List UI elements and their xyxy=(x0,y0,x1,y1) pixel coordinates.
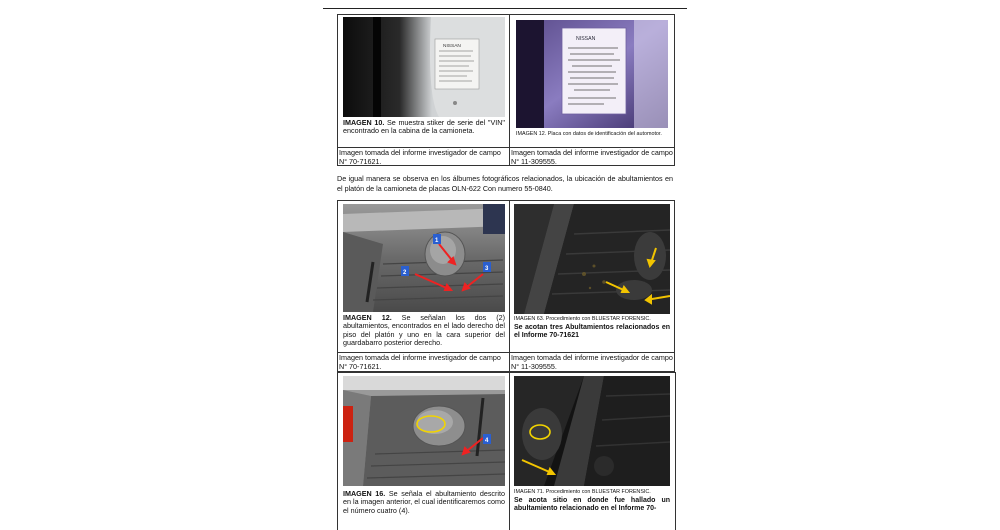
caption-text: Se muestra stiker de serie del "VIN" encontrado en la cabina de la camioneta. xyxy=(343,118,505,136)
caption-bold-text: Se acotan tres Abultamientos relacionados en el Informe 70-71621 xyxy=(514,323,670,339)
row3-right-border xyxy=(675,372,676,530)
caption-imagen-71 xyxy=(514,489,670,513)
photo-bluestar-63 xyxy=(514,204,670,314)
marker-3-label: 3 xyxy=(485,266,489,272)
photo-vin-sticker xyxy=(343,17,505,117)
source-row1-left: Imagen tomada del informe investigador de campo N° 70-71621. xyxy=(337,147,509,166)
photo-bluestar-71 xyxy=(514,376,670,486)
caption-text: IMAGEN 63. Procedimiento con BLUESTAR FORENSIC. xyxy=(514,316,651,322)
body-paragraph: De igual manera se observa en los álbumes fotográficos relacionados, la ubicación de abultamientos en el platón de la camioneta de placas OLN-622 Con numero 55-0840. xyxy=(337,174,673,193)
photo-id-plate xyxy=(516,20,668,128)
marker-1-label: 1 xyxy=(435,238,439,244)
caption-imagen-12 xyxy=(343,314,505,348)
caption-label: IMAGEN 10. xyxy=(343,118,385,127)
caption-label: IMAGEN 16. xyxy=(343,489,386,498)
marker-4-label: 4 xyxy=(485,438,489,444)
row3-left-border xyxy=(337,372,338,530)
row1-divider xyxy=(509,14,510,166)
source-row1-right: Imagen tomada del informe investigador de campo N° 11-309555. xyxy=(509,147,675,166)
photo-truck-bed-bulge xyxy=(343,376,505,486)
caption-text: Se señalan los dos (2) abultamientos, encontrados en el lado derecho del piso del platón y uno en la cara superior del guardabarro posterior derecho. xyxy=(343,313,505,348)
caption-imagen-16 xyxy=(343,490,505,515)
row3-top-border xyxy=(337,372,675,373)
sticker-brand-left: NISSAN xyxy=(443,44,461,49)
source-row2-right: Imagen tomada del informe investigador de campo N° 11-309555. xyxy=(509,352,675,372)
caption-imagen-12-plate: IMAGEN 12. Placa con datos de identificación del automotor. xyxy=(516,131,662,137)
caption-text: IMAGEN 71. Procedimiento con BLUESTAR FORENSIC. xyxy=(514,489,651,495)
caption-imagen-63 xyxy=(514,316,670,340)
caption-bold-text: Se acota sitio en donde fue hallado un abultamiento relacionado en el Informe 70- xyxy=(514,496,670,512)
sticker-brand-right: NISSAN xyxy=(576,36,596,42)
header-rule xyxy=(323,8,687,9)
caption-imagen-10 xyxy=(343,119,505,136)
source-row2-left: Imagen tomada del informe investigador de campo N° 70-71621. xyxy=(337,352,509,372)
photo-truck-bed-markers xyxy=(343,204,505,312)
caption-label: IMAGEN 12. xyxy=(343,313,392,322)
marker-2-label: 2 xyxy=(403,270,407,276)
caption-text: Se señala el abultamiento descrito en la imagen anterior, el cual identificaremos como el número cuatro (4). xyxy=(343,489,505,515)
document-page xyxy=(323,0,687,530)
